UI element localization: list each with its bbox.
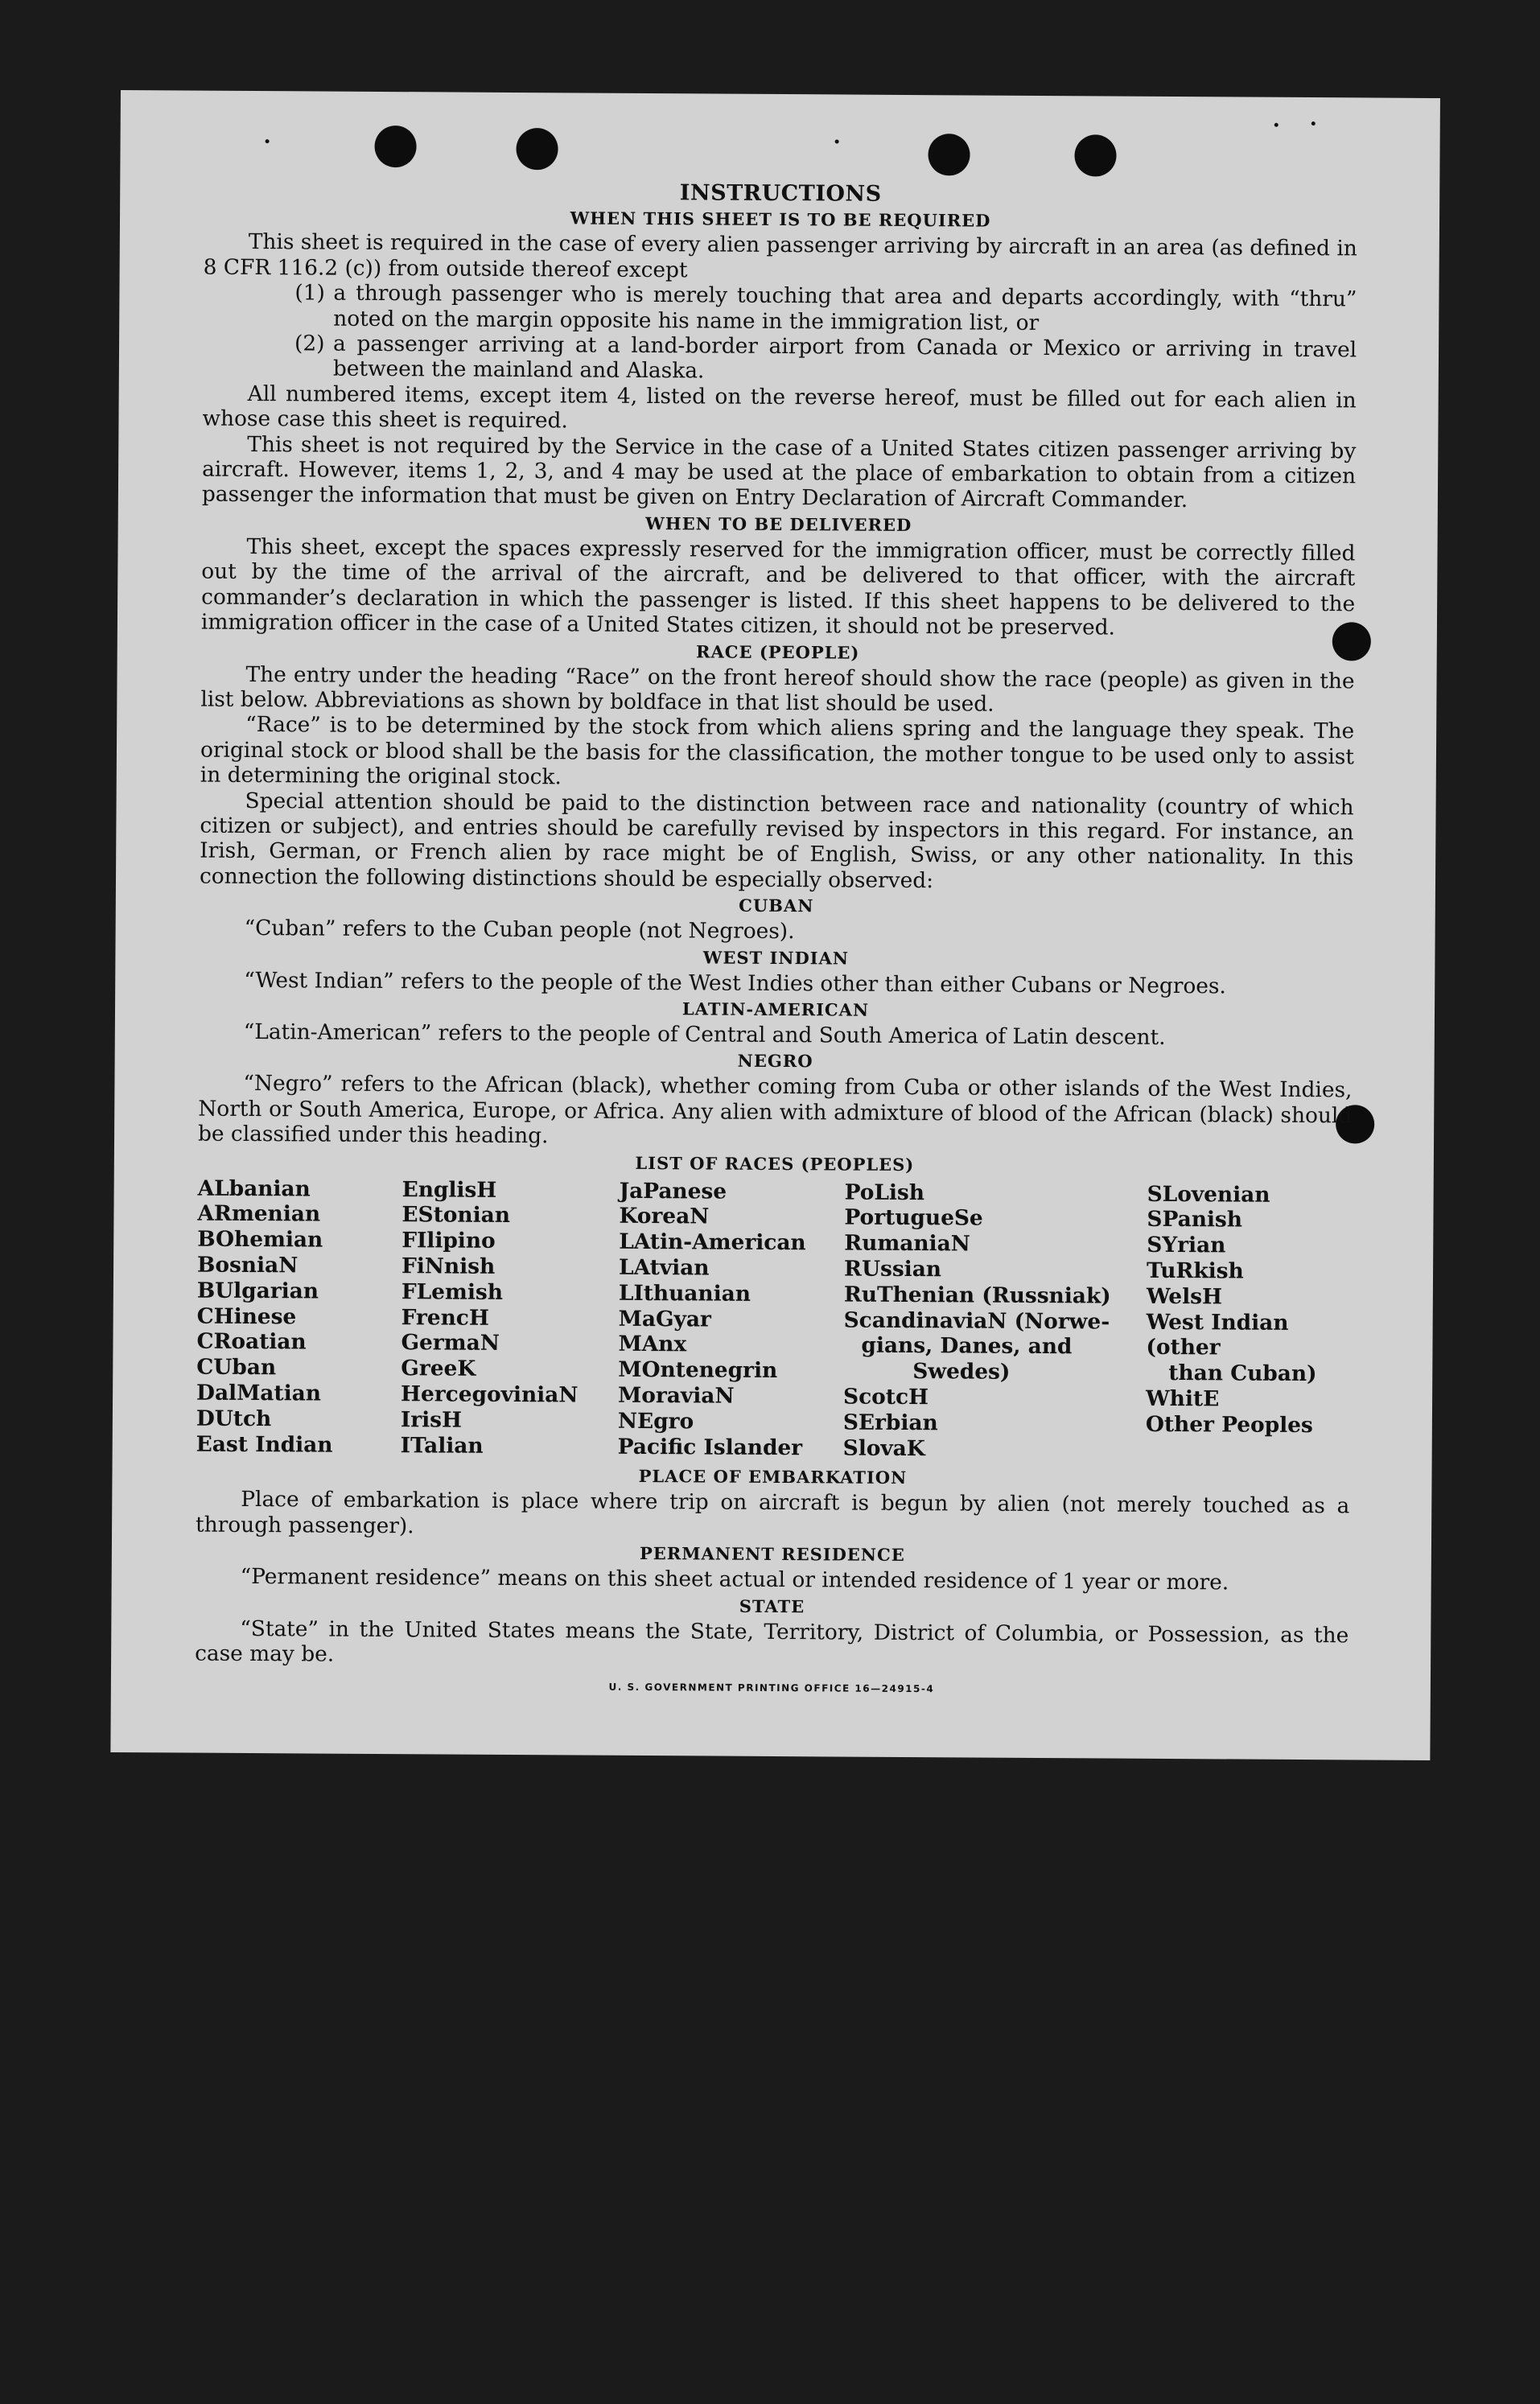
race-entry: SErbian [842, 1410, 938, 1436]
races-column [843, 1179, 1147, 1463]
race-entry: HercegoviniaN [401, 1381, 579, 1408]
section-heading-west-indian: WEST INDIAN [702, 947, 850, 969]
race-entry: SLovenian [1147, 1181, 1270, 1208]
paragraph-race-nationality: Special attention should be paid to the distinction between race and nationality (country of which citizen or subject), and entries should be carefully revised by inspectors in this regard. For instance, an Irish, German, or French alien by race might be of English, Swiss, or any other nationality. In this connection the following distinctions should be especially observed: [199, 788, 1354, 893]
race-entry: NEgro [617, 1408, 694, 1435]
ink-speck [1311, 121, 1316, 126]
section-heading-cuban: CUBAN [739, 895, 814, 916]
race-entry: MoraviaN [618, 1382, 735, 1409]
section-heading-negro: NEGRO [737, 1051, 813, 1072]
punch-hole [1074, 134, 1116, 176]
item-text: a passenger arriving at a land-border airport from Canada or Mexico or arriving in travel between the mainland and Alaska. [332, 331, 1357, 384]
race-entry: FLemish [401, 1278, 504, 1305]
race-entry: MaGyar [618, 1306, 711, 1332]
race-entry: ALbanian [197, 1175, 311, 1202]
ink-speck [266, 139, 270, 143]
race-entry: Other Peoples [1145, 1411, 1313, 1438]
race-entry: RuThenian (Russniak) [843, 1282, 1111, 1309]
punch-hole [374, 126, 416, 167]
section-heading-when-delivered: WHEN TO BE DELIVERED [645, 512, 912, 535]
paragraph-required-intro: This sheet is required in the case of every alien passenger arriving by aircraft in an area (as defined in 8 CFR 116.2 (c)) from outside thereof except [203, 229, 1357, 283]
race-entry: PoLish [844, 1179, 925, 1205]
races-column [401, 1177, 620, 1459]
section-heading-when-required: WHEN THIS SHEET IS TO BE REQUIRED [570, 208, 991, 232]
race-entry: Swedes) [912, 1359, 1011, 1385]
race-entry: MOntenegrin [618, 1356, 778, 1384]
races-column [1146, 1181, 1352, 1463]
race-entry: BUlgarian [196, 1278, 319, 1304]
paragraph-delivery: This sheet, except the spaces expressly reserved for the immigration officer, must be correctly filled out by the time of the arrival of the aircraft, and be delivered to that officer, with the aircraft commander’s declaration in which the passenger is listed. If this sheet happens to be delivered to the immigration officer in the case of a United States citizen, it should not be preserved. [200, 533, 1356, 640]
paragraph-latin-american: “Latin-American” refers to the people of Central and South America of Latin descent. [243, 1019, 1166, 1050]
race-entry: West Indian (other [1146, 1309, 1289, 1360]
section-heading-state: STATE [739, 1595, 805, 1616]
page-title: INSTRUCTIONS [679, 180, 882, 207]
races-column [196, 1175, 402, 1458]
race-entry: DUtch [196, 1406, 272, 1431]
paragraph-residence: “Permanent residence” means on this sheet actual or intended residence of 1 year or more. [240, 1564, 1229, 1595]
race-entry: CUban [196, 1354, 277, 1381]
item-number: (1) [294, 280, 325, 306]
paragraph-numbered-items: All numbered items, except item 4, listed on the reverse hereof, must be filled out for each alien in whose case this sheet is required. [202, 381, 1357, 434]
races-table [196, 1175, 1352, 1464]
race-entry: FiNnish [401, 1253, 496, 1279]
race-entry: BosniaN [196, 1252, 299, 1278]
race-entry: gians, Danes, and [861, 1333, 1073, 1360]
ink-speck [1274, 123, 1279, 127]
race-entry: RumaniaN [844, 1230, 970, 1257]
race-entry: BOhemian [197, 1226, 323, 1253]
race-entry: SYrian [1147, 1233, 1226, 1258]
race-entry: SPanish [1147, 1207, 1243, 1233]
section-heading-latin-american: LATIN-AMERICAN [681, 998, 870, 1020]
section-heading-race: RACE (PEOPLE) [696, 640, 860, 663]
race-entry: East Indian [196, 1431, 333, 1458]
race-entry: CRoatian [196, 1328, 307, 1355]
race-entry: IrisH [400, 1406, 463, 1433]
race-entry: FIlipino [401, 1228, 496, 1254]
ink-speck [835, 139, 839, 143]
race-entry: ITalian [400, 1432, 484, 1459]
item-number: (2) [294, 331, 325, 356]
paragraph-west-indian: “West Indian” refers to the people of the West Indies other than either Cubans or Negroes. [244, 967, 1226, 998]
race-entry: EnglisH [401, 1176, 497, 1203]
race-entry: MAnx [618, 1332, 687, 1357]
paragraph-negro: “Negro” refers to the African (black), whether coming from Cuba or other islands of the West Indies, North or South America, Europe, or Africa. Any alien with admixture of blood of the African (black) should be classified under this heading. [197, 1071, 1353, 1149]
race-entry: ARmenian [197, 1201, 321, 1227]
race-entry: GreeK [401, 1356, 476, 1381]
paragraph-state: “State” in the United States means the State, Territory, District of Columbia, or Possession, as the case may be. [195, 1616, 1349, 1667]
paragraph-race-entry: The entry under the heading “Race” on the front hereof should show the race (people) as given in the list below. Abbreviations as shown by boldface in that list should be used. [200, 661, 1355, 717]
race-entry: PortugueSe [844, 1204, 983, 1231]
race-entry: LAtin-American [619, 1229, 806, 1256]
list-item [294, 331, 1357, 388]
race-entry: CHinese [196, 1303, 297, 1329]
race-entry: ScotcH [843, 1384, 929, 1410]
race-entry: JaPanese [619, 1178, 727, 1204]
punch-hole [516, 128, 558, 170]
document-sheet [110, 90, 1440, 1760]
races-column [618, 1178, 845, 1460]
printer-imprint: U. S. GOVERNMENT PRINTING OFFICE 16—24915-4 [608, 1682, 935, 1695]
list-item [294, 281, 1357, 338]
race-entry: LIthuanian [618, 1280, 751, 1307]
race-entry: KoreaN [619, 1204, 710, 1229]
race-entry: WhitE [1145, 1385, 1220, 1412]
paragraph-cuban: “Cuban” refers to the Cuban people (not Negroes). [244, 916, 795, 945]
race-entry: ScandinaviaN (Norwe- [843, 1307, 1110, 1335]
race-entry: than Cuban) [1168, 1360, 1317, 1387]
section-heading-residence: PERMANENT RESIDENCE [639, 1543, 905, 1566]
race-entry: DalMatian [196, 1380, 322, 1406]
section-heading-embarkation: PLACE OF EMBARKATION [638, 1466, 908, 1488]
race-entry: Pacific Islander [617, 1434, 803, 1460]
instructions-content [195, 178, 1358, 1706]
race-entry: SlovaK [842, 1435, 925, 1461]
paragraph-citizen: This sheet is not required by the Service in the case of a United States citizen passenger arriving by aircraft. However, items 1, 2, 3, and 4 may be used at the place of embarkation to obtain from a citizen passenger the information that must be given on Entry Declaration of Aircraft Commander. [201, 431, 1357, 513]
paragraph-race-definition: “Race” is to be determined by the stock from which aliens spring and the language they speak. The original stock or blood shall be the basis for the classification, the mother tongue to be used only to assist in determining the original stock. [200, 712, 1355, 790]
item-text: a through passenger who is merely touching that area and departs accordingly, with “thru” noted on the margin opposite his name in the immigration list, or [333, 280, 1357, 335]
race-entry: FrencH [401, 1304, 489, 1331]
race-entry: EStonian [401, 1202, 511, 1229]
race-entry: RUssian [843, 1256, 942, 1282]
race-entry: TuRkish [1146, 1258, 1244, 1284]
race-entry: GermaN [401, 1330, 500, 1356]
race-entry: LAtvian [618, 1254, 710, 1281]
paragraph-embarkation: Place of embarkation is place where trip on aircraft is begun by alien (not merely touched as a through passenger). [196, 1487, 1350, 1539]
punch-hole [928, 134, 970, 175]
race-entry: WelsH [1146, 1283, 1223, 1310]
section-heading-list-of-races: LIST OF RACES (PEOPLES) [635, 1152, 915, 1175]
